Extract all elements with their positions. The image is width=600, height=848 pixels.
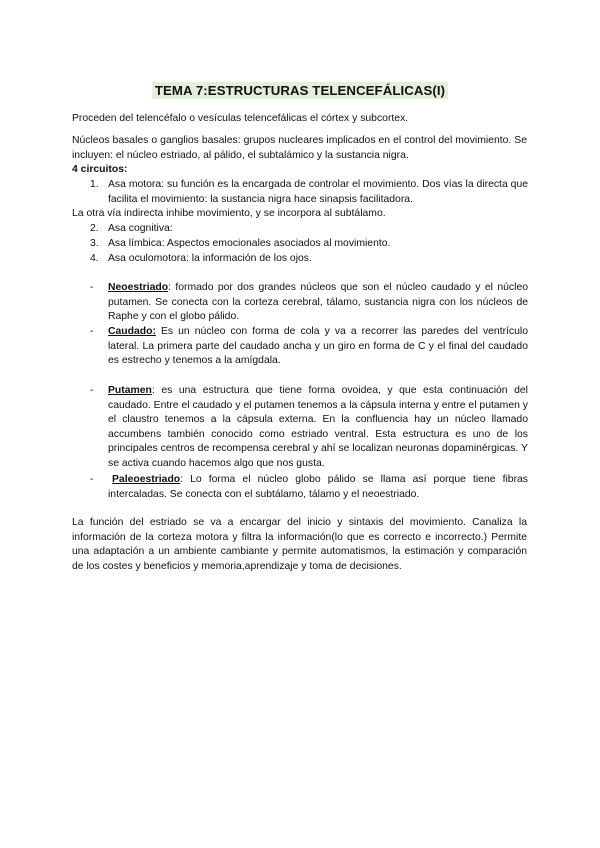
circuit-item: Asa límbica: Aspectos emocionales asociados al movimiento. [108,238,391,249]
document-title [0,82,600,100]
indirect-pathway-text: La otra vía indirecta inhibe movimiento, y se incorpora al subtálamo. [72,208,386,219]
circuit-item: Asa motora: su función es la encargada de controlar el movimiento. Dos vías la directa que facilita el movimiento: la sustancia nigra hace sinapsis facilitadora. [108,179,528,205]
structure-item-neoestriado: Neoestriado: formado por dos grandes núcleos que son el núcleo caudado y el núcleo putamen. Se conecta con la corteza cerebral, tálamo, sustancia nigra con los núcleos de Raphe y con el globo pálido. [108,282,528,323]
circuit-number: 4. [90,253,99,264]
circuit-item: Asa cognitiva: [108,223,173,234]
bullet-dash: - [90,282,94,293]
structure-item-putamen: Putamen: es una estructura que tiene forma ovoidea, y que esta continuación del caudado. Entre el caudado y el putamen tenemos a la cápsula interna y entre el putamen y el claustro tenemos a la cápsula externa. En la confluencia hay un núcleo llamado accumbens también conocido como estriado ventral. Esta estructura es uno de los principales centros de recompensa cerebral y ahí se localizan neuronas dopaminérgicas. Y se activa cuando hacemos algo que nos gusta. [108,385,528,469]
circuits-heading: 4 circuitos: [72,164,128,175]
bullet-dash: - [90,326,94,337]
bullet-dash: - [90,474,94,485]
structure-item-caudado: Caudado: Es un núcleo con forma de cola y va a recorrer las paredes del ventrículo lateral. La primera parte del caudado ancha y un giro en forma de C y el final del caudado es estrecho y tenemos a la amígdala. [108,326,528,367]
intro-paragraph-2: Núcleos basales o ganglios basales: grupos nucleares implicados en el control del movimiento. Se incluyen: el núcleo estriado, al pálido, el subtalámico y la sustancia nigra. [72,135,527,161]
intro-paragraph-1: Proceden del telencéfalo o vesículas telencefálicas el córtex y subcortex. [72,113,409,124]
title-text: TEMA 7:ESTRUCTURAS TELENCEFÁLICAS(I) [152,82,448,99]
circuit-number: 2. [90,223,99,234]
structure-item-paleoestriado: Paleoestriado: Lo forma el núcleo globo pálido se llama así porque tiene fibras intercaladas. Se conecta con el subtálamo, tálamo y el neoestriado. [108,474,528,500]
closing-paragraph: La función del estriado se va a encargar del inicio y sintaxis del movimiento. Canaliza la información de la corteza motora y filtra la información(lo que es correcto e incorrecto.) Permite una adaptación a un ambiente cambiante y permite automatismos, la estimación y comparación de los costes y beneficios y memoria,aprendizaje y toma de decisiones. [72,517,527,572]
circuit-number: 1. [90,179,99,190]
bullet-dash: - [90,385,94,396]
circuit-item: Asa oculomotora: la información de los ojos. [108,253,312,264]
circuit-number: 3. [90,238,99,249]
